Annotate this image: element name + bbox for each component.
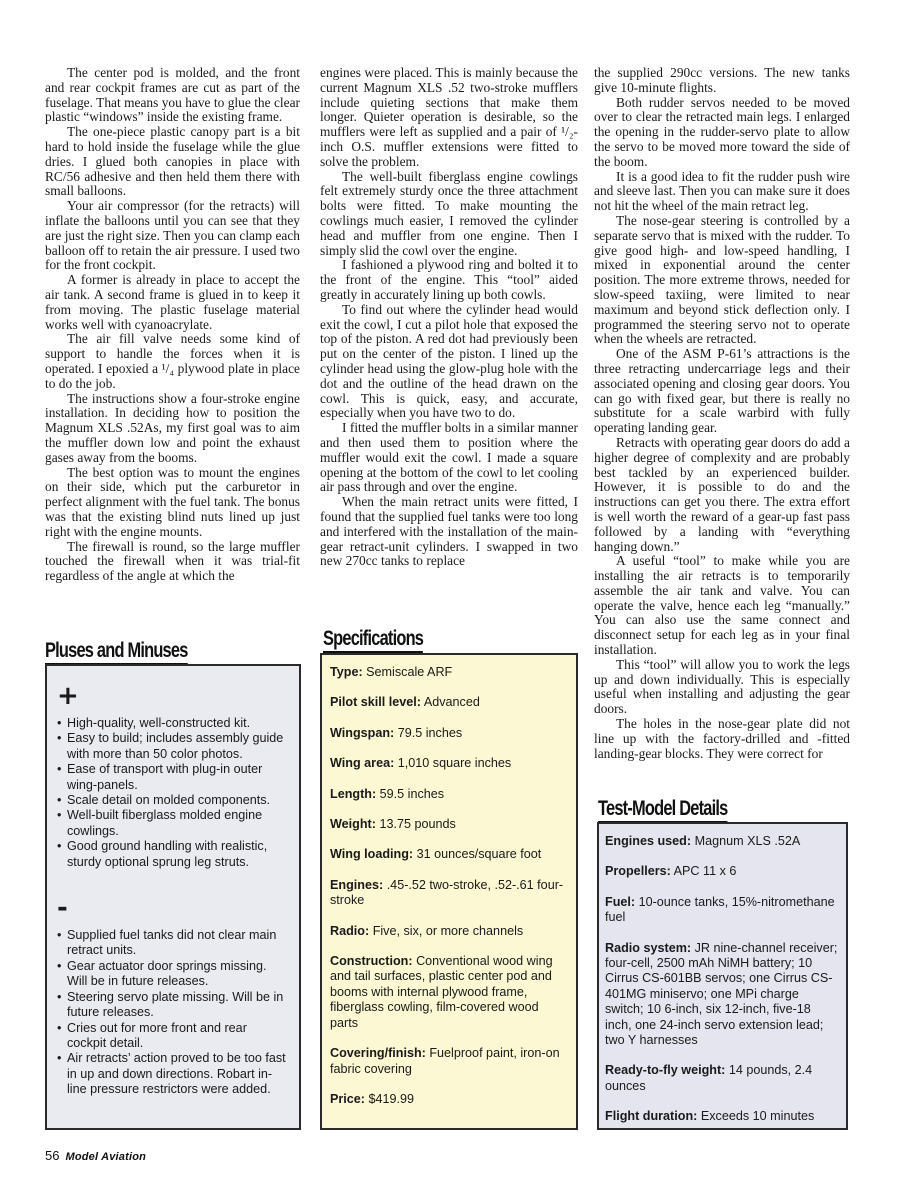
test-fuel: Fuel: 10-ounce tanks, 15%-nitromethane fuel [605, 894, 835, 925]
list-item: • Supplied fuel tanks did not clear main retract units. [57, 928, 289, 959]
paragraph: A former is already in place to accept the air tank. A second frame is glued in to keep it from moving. The plastic fuselage material works well with cyanoacrylate. [45, 272, 300, 332]
test-propellers: Propellers: APC 11 x 6 [605, 864, 737, 879]
spec-covering: Covering/finish: Fuelproof paint, iron-on fabric covering [330, 1046, 560, 1076]
list-item: • Cries out for more front and rear cockpit detail. [57, 1021, 289, 1052]
paragraph: One of the ASM P-61’s attractions is the three retracting undercarriage legs and their associated opening and closing gear doors. You can go with fixed gear, but there is really no substitute for a scale warbird with fully operating landing gear. [594, 346, 850, 436]
test-engines: Engines used: Magnum XLS .52A [605, 834, 801, 848]
spec-weight: Weight: 13.75 pounds [330, 817, 456, 832]
paragraph: Both rudder servos needed to be moved over to clear the retracted main legs. I enlarged the opening in the rudder-servo plate to allow the servo to be moved more toward the side of the boom. [594, 94, 850, 169]
plus-sign: + [57, 681, 79, 711]
pluses-minuses-heading: Pluses and Minuses [45, 639, 188, 662]
spec-wingspan: Wingspan: 79.5 inches [330, 725, 463, 740]
test-flight-duration: Flight duration: Exceeds 10 minutes [605, 1109, 815, 1124]
paragraph: It is a good idea to fit the rudder push wire and sleeve last. Then you can make sure it does not hit the wheel of the main retract leg. [594, 168, 850, 214]
list-item: • Easy to build; includes assembly guide with more than 50 color photos. [57, 731, 289, 762]
paragraph: When the main retract units were fitted, I found that the supplied fuel tanks were too long and interfered with the installation of the main-gear retract-unit cylinders. I swapped in two new 270cc tanks to replace [320, 494, 578, 569]
test-model-heading: Test-Model Details [598, 797, 728, 820]
magazine-name: Model Aviation [65, 1151, 147, 1163]
page-number: 56 [45, 1148, 60, 1163]
list-item: • Ease of transport with plug-in outer wing-panels. [57, 762, 289, 793]
paragraph: Your air compressor (for the retracts) will inflate the balloons until you can see that they are just the right size. Then you can clamp each balloon off to retain the air pressure. I used two for the front cockpit. [45, 198, 300, 273]
paragraph: The air fill valve needs some kind of support to handle the forces when it is operated. I epoxied a ¹/₄ plywood plate in place to do the job. [45, 331, 300, 391]
paragraph: The instructions show a four-stroke engine installation. In deciding how to position the Magnum XLS .52As, my first goal was to aim the muffler down low and point the exhaust gases away from the booms. [45, 390, 300, 465]
test-rtf-weight: Ready-to-fly weight: 14 pounds, 2.4 ounces [605, 1063, 813, 1093]
paragraph: This “tool” will allow you to work the legs up and down individually. This is especially useful when installing and adjusting the gear doors. [594, 656, 850, 717]
paragraph: The center pod is molded, and the front and rear cockpit frames are cut as part of the fuselage. That means you have to glue the clear plastic “windows” inside the existing frame. [45, 65, 300, 125]
spec-pilot-skill: Pilot skill level: Advanced [330, 695, 480, 710]
article-column-1 [45, 66, 300, 584]
list-item: • Good ground handling with realistic, sturdy optional sprung leg struts. [57, 839, 289, 870]
paragraph: The best option was to mount the engines on their side, which put the carburetor in perfect alignment with the fuel tank. The bonus was that the existing blind nuts lined up just right with the engine mounts. [45, 464, 300, 539]
paragraph: The holes in the nose-gear plate did not line up with the factory-drilled and -fitted landing-gear blocks. They were correct for [594, 716, 850, 761]
spec-type: Type: Semiscale ARF [330, 665, 453, 679]
paragraph: The firewall is round, so the large muffler touched the firewall when it was trial-fit regardless of the angle at which the [45, 538, 300, 584]
paragraph: I fashioned a plywood ring and bolted it to the front of the engine. This “tool” aided greatly in accurately lining up both cowls. [320, 257, 578, 302]
minus-sign: - [57, 893, 68, 924]
list-item: • High-quality, well-constructed kit. [57, 716, 289, 731]
paragraph: A useful “tool” to make while you are installing the air retracts is to temporarily assemble the air tank and valve. You can operate the valve, hence each leg “manually.” You can also use the same connect and disconnect setup for each leg as in your final installation. [594, 553, 850, 658]
test-model-box [597, 822, 848, 1130]
paragraph: engines were placed. This is mainly because the current Magnum XLS .52 two-stroke mufflers include quieting sections that make them longer. Quieter operation is desirable, so the mufflers were left as supplied and a pair of ¹/₂-inch O.S. muffler extensions were fitted to solve the problem. [320, 65, 578, 169]
paragraph: The one-piece plastic canopy part is a bit hard to hold inside the fuselage while the glue dries. I glued both canopies in place with RC/56 adhesive and then held them there with small balloons. [45, 124, 300, 199]
paragraph: The nose-gear steering is controlled by a separate servo that is mixed with the rudder. To give good high- and low-speed handling, I mixed in exponential around the center position. The more extreme throws, needed for slow-speed taxiing, were limited to near maximum and beyond stick deflection only. I programmed the steering servo not to operate when the wheels are retracted. [594, 212, 850, 347]
spec-construction: Construction: Conventional wood wing and tail surfaces, plastic center pod and booms with internal plywood frame, fiberglass cowling, film-covered wood parts [330, 954, 553, 1030]
list-item: • Scale detail on molded components. [57, 793, 289, 808]
list-item: • Well-built fiberglass molded engine cowlings. [57, 808, 289, 839]
specifications-heading: Specifications [323, 627, 424, 650]
paragraph: Retracts with operating gear doors do add a higher degree of complexity and are probably best tackled by an experienced builder. However, it is possible to do and the instructions can get you there. The extra effort is well worth the reward of a gear-up fast pass followed by a landing with “everything hanging down.” [594, 434, 850, 554]
paragraph: the supplied 290cc versions. The new tanks give 10-minute flights. [594, 65, 850, 95]
paragraph: The well-built fiberglass engine cowlings felt extremely sturdy once the three attachment bolts were fitted. To make mounting the cowlings much easier, I removed the cylinder head and muffler from one engine. Then I simply slid the cowl over the engine. [320, 168, 578, 258]
article-column-2 [320, 66, 578, 569]
list-item: • Air retracts’ action proved to be too fast in up and down directions. Robart in-line pressure restrictors were added. [57, 1051, 289, 1097]
paragraph: To find out where the cylinder head would exit the cowl, I cut a pilot hole that exposed the top of the piston. A red dot had previously been put on the center of the piston. I lined up the cylinder head using the glow-plug hole with the dot and the outline of the head drawn on the cowl. This is quick, easy, and accurate, especially when you have two to do. [320, 301, 578, 421]
test-radio-system: Radio system: JR nine-channel receiver; four-cell, 2500 mAh NiMH battery; 10 Cirrus CS-601BB servos; one Cirrus CS-401MG miniservo; one MPi charge switch; 10 6-inch, six 12-inch, five-18 inch, one 24-inch servo extension lead; two Y harnesses [605, 940, 838, 1048]
pluses-minuses-box [45, 664, 301, 1130]
minus-list [57, 928, 289, 1097]
specifications-box [320, 653, 578, 1130]
article-column-3 [594, 66, 850, 761]
spec-price: Price: $419.99 [330, 1091, 415, 1106]
page-footer [45, 1148, 146, 1163]
paragraph: I fitted the muffler bolts in a similar manner and then used them to position where the muffler would exit the cowl. I made a square opening at the bottom of the cowl to let cooling air pass through and over the engine. [320, 420, 578, 495]
spec-wing-loading: Wing loading: 31 ounces/square foot [330, 847, 542, 862]
spec-length: Length: 59.5 inches [330, 786, 445, 801]
list-item: • Gear actuator door springs missing. Will be in future releases. [57, 959, 289, 990]
spec-wing-area: Wing area: 1,010 square inches [330, 756, 512, 771]
list-item: • Steering servo plate missing. Will be in future releases. [57, 990, 289, 1021]
spec-engines: Engines: .45-.52 two-stroke, .52-.61 four-stroke [330, 877, 564, 908]
plus-list [57, 716, 289, 870]
spec-radio: Radio: Five, six, or more channels [330, 923, 524, 938]
